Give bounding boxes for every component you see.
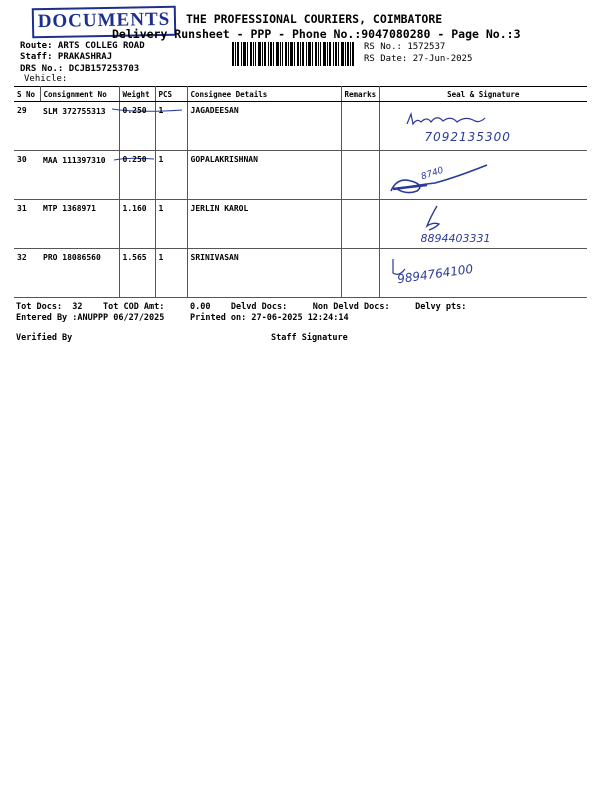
verified-by-label: Verified By [16,333,73,343]
cell-remarks [341,151,379,200]
handwritten-phone: 8894403331 [420,232,491,245]
col-header-signature: Seal & Signature [379,87,587,102]
cell-consignment [40,102,119,151]
table-row [14,151,587,200]
consignment-text: SLM 372755313 [43,107,106,116]
cell-consignee: GOPALAKRISHNAN [187,151,341,200]
drs-label: DRS No.: DCJB157253703 [20,64,140,74]
cell-remarks [341,200,379,249]
runsheet-table [14,86,587,298]
cell-pcs: 1 [155,200,187,249]
handwritten-phone: 9894764100 [395,261,474,287]
cell-weight: 0.250 [119,151,155,200]
col-header-sno: S No [14,87,40,102]
handwritten-signature [387,159,507,195]
cell-weight: 0.250 [119,102,155,151]
col-header-pcs: PCS [155,87,187,102]
documents-stamp: DOCUMENTS [32,6,177,39]
cell-sno: 31 [14,200,40,249]
handwritten-signature [419,204,449,232]
cell-remarks [341,249,379,298]
cell-weight: 1.565 [119,249,155,298]
handwritten-phone: 8740 [419,165,445,183]
cell-consignment: PRO 18086560 [40,249,119,298]
col-header-weight: Weight [119,87,155,102]
cell-remarks [341,102,379,151]
cell-sno: 30 [14,151,40,200]
route-label: Route: ARTS COLLEG ROAD [20,41,145,51]
handwritten-signature [405,112,495,128]
totals-line: Tot Docs: 32 Tot COD Amt: 0.00 Delvd Docs: Non Delvd Docs: Delvy pts: [16,302,467,312]
barcode-image [232,42,354,66]
staff-label: Staff: PRAKASHRAJ [20,52,113,62]
col-header-consignment: Consignment No [40,87,119,102]
cell-weight: 1.160 [119,200,155,249]
cell-sno: 29 [14,102,40,151]
staff-signature-label: Staff Signature [271,333,348,343]
runsheet-title: Delivery Runsheet - PPP - Phone No.:9047080280 - Page No.:3 [112,27,521,41]
entered-by-line: Entered By :ANUPPP 06/27/2025 Printed on: 27-06-2025 12:24:14 [16,313,349,323]
col-header-remarks: Remarks [341,87,379,102]
rs-date: RS Date: 27-Jun-2025 [364,54,473,64]
table-row [14,102,587,151]
cell-signature [379,151,587,200]
cell-signature [379,249,587,298]
pen-underline-mark [110,155,186,163]
cell-sno: 32 [14,249,40,298]
cell-consignee: SRINIVASAN [187,249,341,298]
cell-pcs: 1 [155,151,187,200]
rs-number: RS No.: 1572537 [364,42,446,52]
cell-consignee: JERLIN KAROL [187,200,341,249]
cell-pcs: 1 [155,249,187,298]
pen-underline-mark [110,106,186,114]
consignment-text: MAA 111397310 [43,156,106,165]
cell-consignment: MTP 1368971 [40,200,119,249]
cell-consignment [40,151,119,200]
cell-signature [379,200,587,249]
cell-signature [379,102,587,151]
company-title: THE PROFESSIONAL COURIERS, COIMBATORE [186,12,443,26]
col-header-consignee: Consignee Details [187,87,341,102]
vehicle-label: Vehicle: [24,74,68,84]
table-row [14,249,587,298]
cell-pcs: 1 [155,102,187,151]
cell-consignee: JAGADEESAN [187,102,341,151]
table-row [14,200,587,249]
table-header-row [14,87,587,102]
handwritten-phone: 7092135300 [424,130,511,144]
